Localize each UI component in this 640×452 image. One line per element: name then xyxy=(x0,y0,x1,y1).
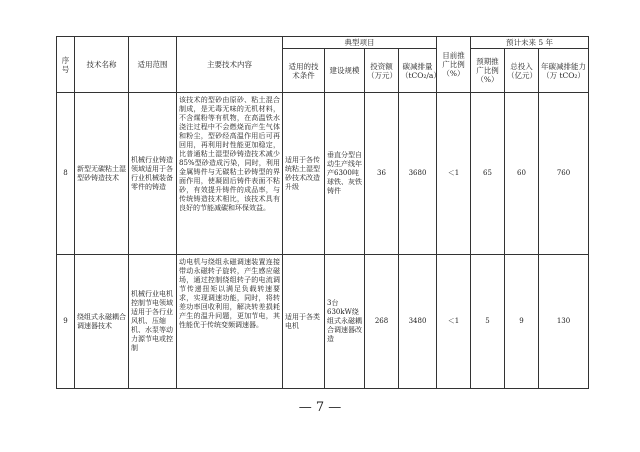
cell-scale: 3台630kW绕组式永磁耦合调速器改造 xyxy=(325,255,365,389)
header-conditions: 适用的技术条件 xyxy=(283,49,325,93)
header-reduction: 碳减排量（tCO₂/a） xyxy=(399,49,437,93)
header-content: 主要技术内容 xyxy=(177,37,283,93)
cell-scale: 垂直分型自动生产线年产6300吨球铁、灰铁铸件 xyxy=(325,93,365,255)
cell-annual-reduction: 130 xyxy=(539,255,589,389)
cell-forecast-ratio: 5 xyxy=(471,255,505,389)
header-annual-reduction: 年碳减排能力（万 tCO₂） xyxy=(539,49,589,93)
table-row xyxy=(57,255,589,389)
cell-reduction: 3680 xyxy=(399,93,437,255)
header-typical-project: 典型项目 xyxy=(283,37,437,49)
cell-name: 绕组式永磁耦合调速器技术 xyxy=(75,255,129,389)
header-current-ratio: 目前推广比例（%） xyxy=(437,37,471,93)
header-forecast-ratio: 预期推广比例（%） xyxy=(471,49,505,93)
header-forecast: 预计未来 5 年 xyxy=(471,37,589,49)
header-scope: 适用范围 xyxy=(129,37,177,93)
table-row xyxy=(57,93,589,255)
cell-total-investment: 9 xyxy=(505,255,539,389)
cell-scope: 机械行业铸造领域适用于各行业机械装备零件的铸造 xyxy=(129,93,177,255)
cell-annual-reduction: 760 xyxy=(539,93,589,255)
cell-current-ratio: ＜1 xyxy=(437,93,471,255)
header-name: 技术名称 xyxy=(75,37,129,93)
cell-total-investment: 60 xyxy=(505,93,539,255)
cell-investment: 36 xyxy=(365,93,399,255)
cell-investment: 268 xyxy=(365,255,399,389)
header-investment: 投资额（万元） xyxy=(365,49,399,93)
cell-conditions: 适用于各传统粘土湿型砂技术改造升级 xyxy=(283,93,325,255)
technology-table xyxy=(56,36,589,389)
cell-content: 该技术的型砂由原砂、粘土混合制成，是无毒无味的无机材料，不含煤粉等有机物，在高温铁水浇注过程中不会燃烧而产生气体和粉尘，型砂经高温作用后可再回用，再利用时性能更加稳定，比普通粘土湿型砂铸造技术减少85%型砂造成污染，同时，利用金属铸件与无碳粘土砂铸型的界面作用，使凝固后铸件表面不粘砂，有效提升铸件的成品率，与传统铸造技术相比，该技术具有良好的节能减碳和环保效益。 xyxy=(177,93,283,255)
cell-content: 动电机与绕组永磁调速装置连接带动永磁转子旋转，产生感应磁场，通过控制绕组转子的电流调节传递扭矩以满足负载转速要求，实现调速功能，同时，将转差功率回收利用，解决转差损耗产生的温升问题，更加节电，其性能优于传统变频调速器。 xyxy=(177,255,283,389)
header-total-investment: 总投入（亿元） xyxy=(505,49,539,93)
page-number: — 7 — xyxy=(298,400,342,415)
cell-seq: 8 xyxy=(57,93,75,255)
header-scale: 建设规模 xyxy=(325,49,365,93)
cell-reduction: 3480 xyxy=(399,255,437,389)
cell-current-ratio: ＜1 xyxy=(437,255,471,389)
cell-seq: 9 xyxy=(57,255,75,389)
header-seq: 序号 xyxy=(57,37,75,93)
cell-forecast-ratio: 65 xyxy=(471,93,505,255)
cell-conditions: 适用于各类电机 xyxy=(283,255,325,389)
cell-name: 新型无碳粘土湿型砂铸造技术 xyxy=(75,93,129,255)
cell-scope: 机械行业电机控制节电领域适用于各行业风机、压缩机、水泵等动力源节电或控制 xyxy=(129,255,177,389)
